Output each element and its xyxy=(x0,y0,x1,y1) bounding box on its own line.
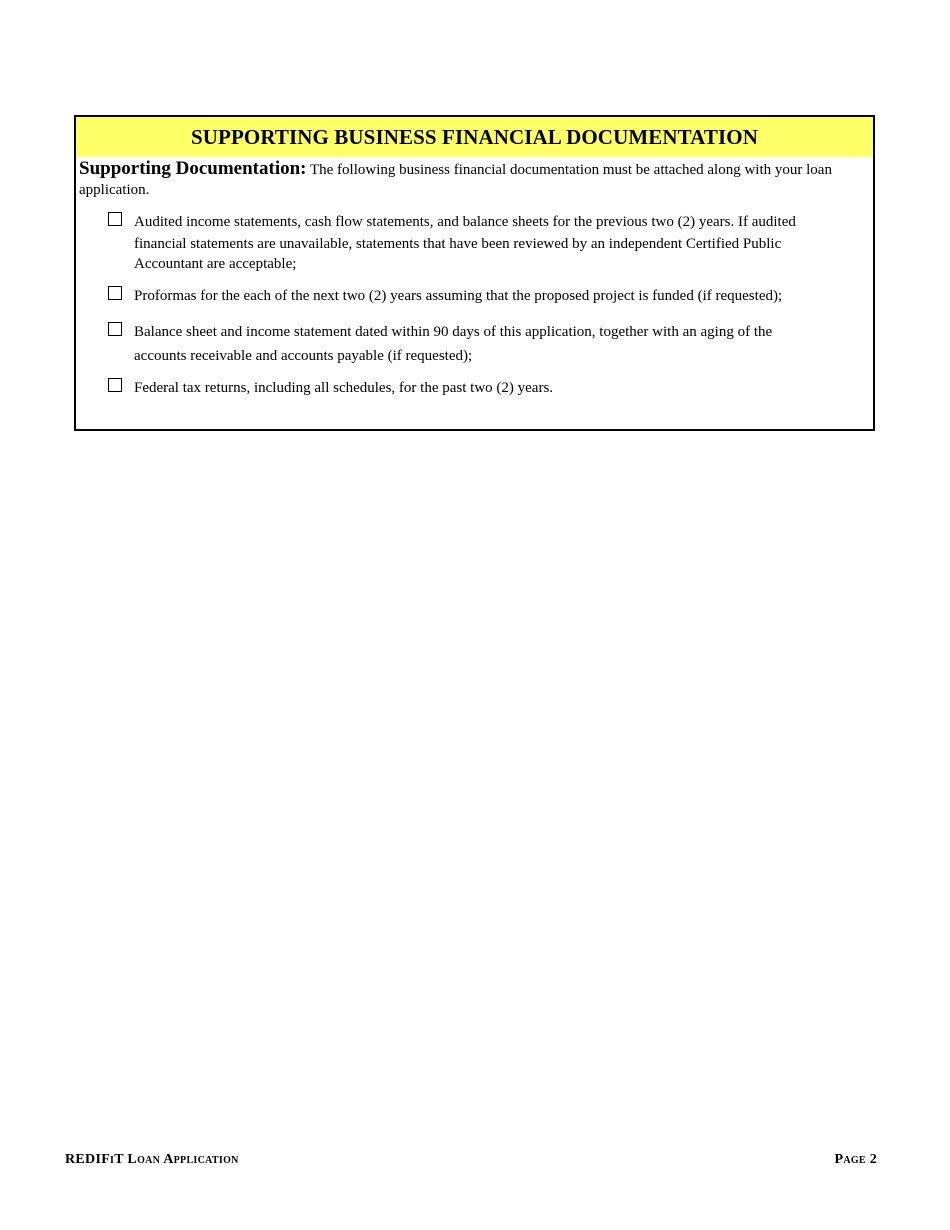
section-title: SUPPORTING BUSINESS FINANCIAL DOCUMENTATION xyxy=(191,124,758,149)
page-footer xyxy=(65,1152,877,1168)
checklist-item-text-continued: financial statements are unavailable, statements that have been reviewed by an independent Certified Public Accountant are acceptable; xyxy=(134,236,782,272)
intro-text: The following business financial documentation must be attached along with your loan application. xyxy=(79,162,832,198)
checklist-item xyxy=(76,284,873,308)
checklist-item-text: Proformas for the each of the next two (2) years assuming that the proposed project is funded (if requested); xyxy=(134,288,783,304)
checklist-item-text-continued: accounts receivable and accounts payable (if requested); xyxy=(134,348,473,364)
checklist-item-text: Audited income statements, cash flow statements, and balance sheets for the previous two (2) years. If audited xyxy=(134,214,796,230)
checklist-item-text: Federal tax returns, including all schedules, for the past two (2) years. xyxy=(134,380,554,396)
documentation-checklist xyxy=(76,210,873,400)
section-header xyxy=(76,117,873,157)
footer-document-name: REDIFiT Loan Application xyxy=(65,1152,239,1167)
intro-paragraph xyxy=(76,157,873,200)
checklist-item xyxy=(76,376,873,400)
checkbox-proformas[interactable] xyxy=(108,286,122,300)
footer-page-number: Page 2 xyxy=(834,1152,877,1167)
supporting-documentation-section xyxy=(74,115,875,431)
checklist-item xyxy=(76,320,873,368)
checklist-item xyxy=(76,210,873,274)
checkbox-tax-returns[interactable] xyxy=(108,378,122,392)
checkbox-audited-statements[interactable] xyxy=(108,212,122,226)
intro-label: Supporting Documentation: xyxy=(79,158,307,179)
checklist-item-text: Balance sheet and income statement dated within 90 days of this application, together with an aging of the xyxy=(134,324,773,340)
checkbox-balance-sheet[interactable] xyxy=(108,322,122,336)
